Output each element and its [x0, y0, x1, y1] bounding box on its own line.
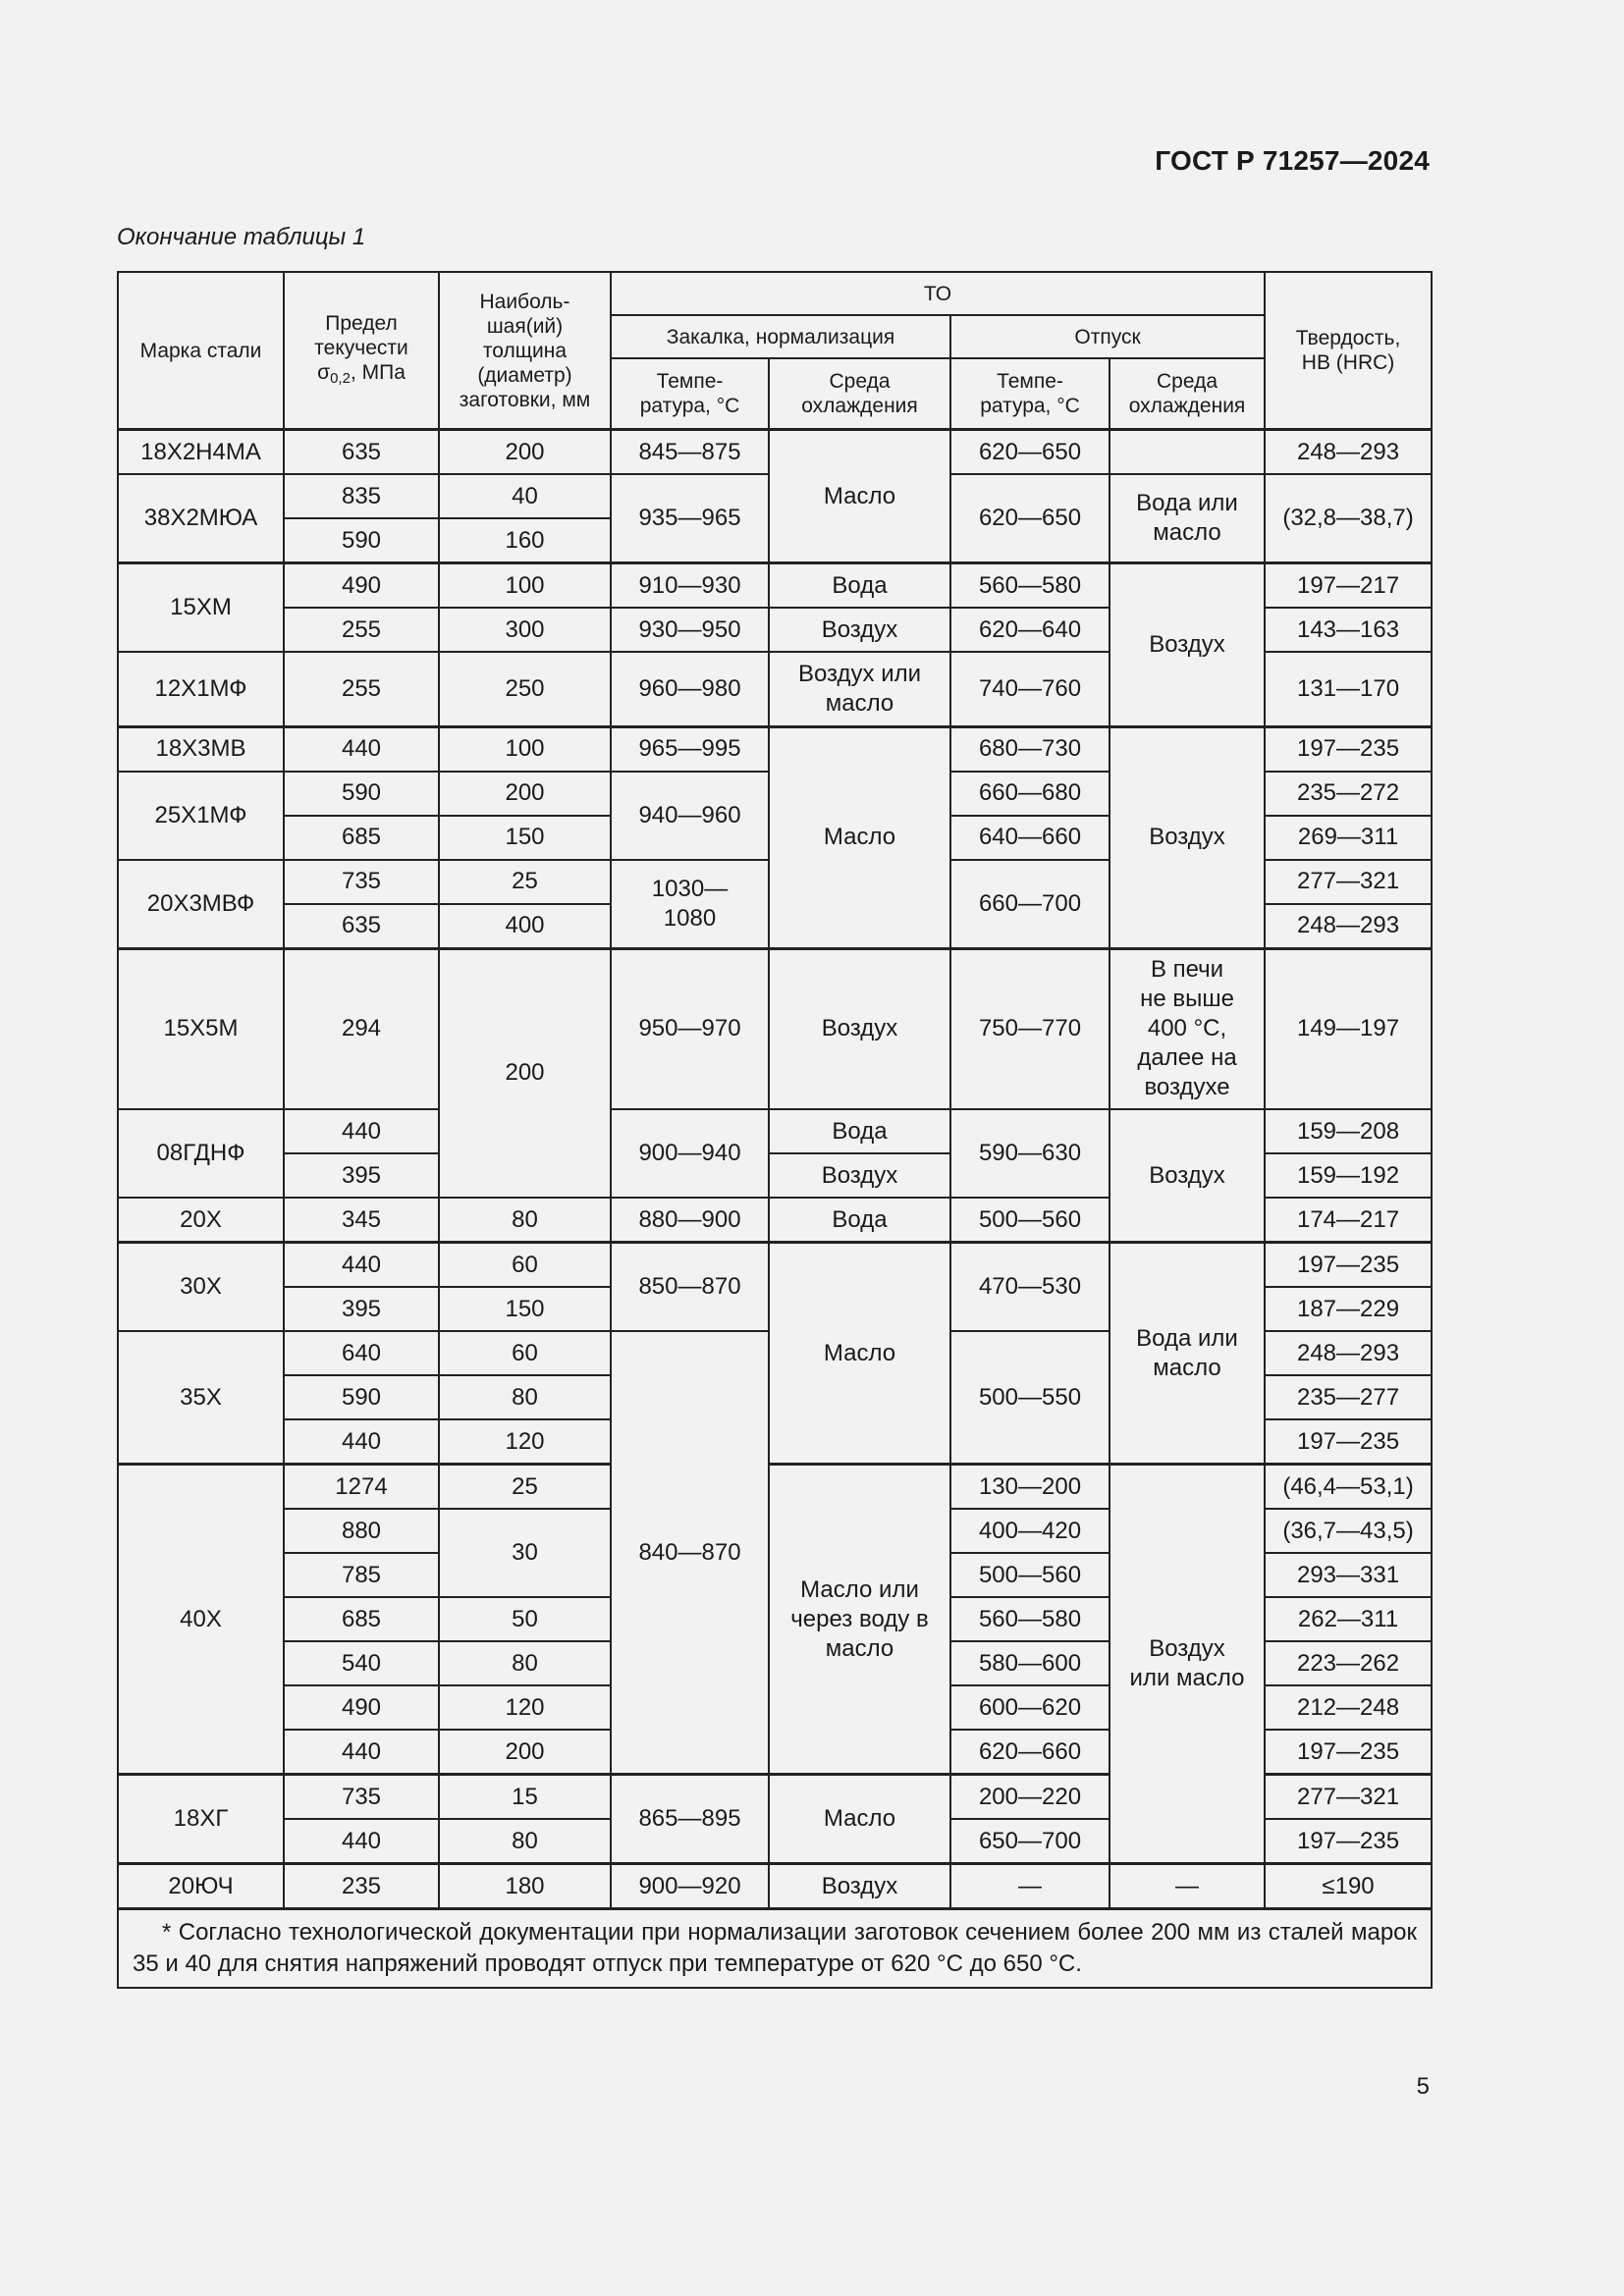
- table-row: [118, 1465, 1432, 1510]
- cell-thickness: 400: [439, 904, 611, 949]
- cell-yield: 255: [284, 652, 439, 726]
- cell-quench-medium: Воздух: [769, 1864, 950, 1909]
- cell-thickness: 80: [439, 1375, 611, 1419]
- cell-quench-medium: Вода: [769, 563, 950, 609]
- table-row: [118, 1243, 1432, 1288]
- cell-thickness: 150: [439, 816, 611, 860]
- cell-hardness: 269—311: [1265, 816, 1432, 860]
- cell-temper-medium: Воздух: [1110, 563, 1265, 727]
- col-header-yield: [284, 272, 439, 430]
- cell-hardness: 277—321: [1265, 860, 1432, 904]
- cell-yield: 440: [284, 1419, 439, 1465]
- col-header-temper-medium: Среда охлаждения: [1110, 358, 1265, 430]
- cell-temper-temp: 200—220: [950, 1775, 1110, 1820]
- cell-grade: 15Х5М: [118, 948, 284, 1109]
- cell-hardness: 149—197: [1265, 948, 1432, 1109]
- cell-grade: 18Х3МВ: [118, 726, 284, 772]
- cell-quench-medium: Масло или через воду в масло: [769, 1465, 950, 1775]
- cell-hardness: 212—248: [1265, 1685, 1432, 1730]
- cell-hardness: 235—277: [1265, 1375, 1432, 1419]
- cell-temper-medium: [1110, 430, 1265, 475]
- cell-yield: 735: [284, 860, 439, 904]
- table-row: [118, 726, 1432, 772]
- cell-yield: 255: [284, 608, 439, 652]
- cell-quench-medium: Масло: [769, 430, 950, 563]
- cell-yield: 635: [284, 430, 439, 475]
- cell-hardness: 248—293: [1265, 904, 1432, 949]
- cell-yield: 294: [284, 948, 439, 1109]
- cell-quench-medium: Воздух: [769, 1153, 950, 1198]
- cell-hardness: 197—235: [1265, 1730, 1432, 1775]
- cell-yield: 490: [284, 1685, 439, 1730]
- cell-temper-temp: 400—420: [950, 1509, 1110, 1553]
- cell-grade: 20Х3МВФ: [118, 860, 284, 949]
- cell-grade: 18Х2Н4МА: [118, 430, 284, 475]
- cell-yield: 590: [284, 1375, 439, 1419]
- table-footnote: [118, 1909, 1432, 1989]
- cell-hardness: 197—235: [1265, 1243, 1432, 1288]
- cell-yield: 540: [284, 1641, 439, 1685]
- cell-hardness: 223—262: [1265, 1641, 1432, 1685]
- cell-thickness: 200: [439, 430, 611, 475]
- cell-grade: 25Х1МФ: [118, 772, 284, 860]
- cell-temper-medium: —: [1110, 1864, 1265, 1909]
- cell-hardness: ≤190: [1265, 1864, 1432, 1909]
- cell-quench-medium: Вода: [769, 1198, 950, 1243]
- cell-yield: 345: [284, 1198, 439, 1243]
- cell-quench-temp: 900—940: [611, 1109, 769, 1198]
- cell-quench-temp: 910—930: [611, 563, 769, 609]
- cell-quench-medium: Воздух: [769, 608, 950, 652]
- cell-yield: 590: [284, 772, 439, 816]
- cell-thickness: 15: [439, 1775, 611, 1820]
- table-row: [118, 1864, 1432, 1909]
- cell-yield: 440: [284, 1243, 439, 1288]
- cell-temper-temp: 620—640: [950, 608, 1110, 652]
- table-header: [118, 272, 1432, 430]
- cell-quench-temp: 960—980: [611, 652, 769, 726]
- cell-quench-medium: Масло: [769, 726, 950, 948]
- cell-quench-temp: 950—970: [611, 948, 769, 1109]
- cell-thickness: 40: [439, 474, 611, 518]
- cell-grade: 12Х1МФ: [118, 652, 284, 726]
- cell-thickness: 120: [439, 1685, 611, 1730]
- cell-temper-temp: 590—630: [950, 1109, 1110, 1198]
- cell-quench-medium: Вода: [769, 1109, 950, 1153]
- cell-hardness: 159—208: [1265, 1109, 1432, 1153]
- col-header-to: ТО: [611, 272, 1265, 315]
- cell-quench-temp: 965—995: [611, 726, 769, 772]
- cell-thickness: 120: [439, 1419, 611, 1465]
- cell-thickness: 80: [439, 1198, 611, 1243]
- cell-temper-temp: 130—200: [950, 1465, 1110, 1510]
- table-body: [118, 430, 1432, 1989]
- cell-hardness: 174—217: [1265, 1198, 1432, 1243]
- cell-yield: 440: [284, 1109, 439, 1153]
- cell-hardness: 143—163: [1265, 608, 1432, 652]
- cell-temper-temp: —: [950, 1864, 1110, 1909]
- cell-hardness: 248—293: [1265, 430, 1432, 475]
- cell-grade: 30Х: [118, 1243, 284, 1332]
- page-number: 5: [1416, 2073, 1430, 2100]
- col-header-temper: Отпуск: [950, 315, 1265, 358]
- cell-temper-medium: Вода или масло: [1110, 1243, 1265, 1465]
- table-caption: Окончание таблицы 1: [117, 224, 366, 250]
- cell-grade: 40Х: [118, 1465, 284, 1775]
- cell-temper-medium: Воздух: [1110, 1109, 1265, 1243]
- footnote-text: * Согласно технологической документации при нормализации заготовок сечением более 200 мм из сталей марок 35 и 40 для снятия напряжений проводят отпуск при температуре от 620 °С до 650 °С.: [133, 1919, 1418, 1977]
- table-row: [118, 563, 1432, 609]
- cell-yield: 440: [284, 1819, 439, 1864]
- cell-temper-temp: 500—550: [950, 1331, 1110, 1465]
- cell-hardness: (32,8—38,7): [1265, 474, 1432, 563]
- cell-hardness: 277—321: [1265, 1775, 1432, 1820]
- cell-hardness: (36,7—43,5): [1265, 1509, 1432, 1553]
- col-header-quench-medium: Среда охлаждения: [769, 358, 950, 430]
- col-header-temper-temp: Темпе- ратура, °С: [950, 358, 1110, 430]
- cell-temper-temp: 660—700: [950, 860, 1110, 949]
- cell-thickness: 100: [439, 726, 611, 772]
- cell-hardness: (46,4—53,1): [1265, 1465, 1432, 1510]
- cell-temper-temp: 470—530: [950, 1243, 1110, 1332]
- cell-quench-temp: 1030— 1080: [611, 860, 769, 949]
- cell-temper-temp: 650—700: [950, 1819, 1110, 1864]
- cell-yield: 490: [284, 563, 439, 609]
- cell-yield: 735: [284, 1775, 439, 1820]
- cell-hardness: 235—272: [1265, 772, 1432, 816]
- cell-quench-medium: Воздух или масло: [769, 652, 950, 726]
- cell-temper-temp: 680—730: [950, 726, 1110, 772]
- cell-temper-temp: 640—660: [950, 816, 1110, 860]
- cell-quench-temp: 865—895: [611, 1775, 769, 1864]
- cell-thickness: 80: [439, 1641, 611, 1685]
- cell-grade: 35Х: [118, 1331, 284, 1465]
- cell-grade: 08ГДНФ: [118, 1109, 284, 1198]
- cell-yield: 685: [284, 1597, 439, 1641]
- cell-hardness: 197—235: [1265, 1419, 1432, 1465]
- cell-temper-medium: Воздух или масло: [1110, 1465, 1265, 1864]
- footnote-row: [118, 1909, 1432, 1989]
- cell-thickness: 50: [439, 1597, 611, 1641]
- cell-temper-temp: 560—580: [950, 1597, 1110, 1641]
- cell-yield: 685: [284, 816, 439, 860]
- cell-yield: 235: [284, 1864, 439, 1909]
- cell-thickness: 30: [439, 1509, 611, 1597]
- yield-header-prefix: Предел текучести σ: [314, 311, 408, 384]
- col-header-quench: Закалка, нормализация: [611, 315, 950, 358]
- cell-yield: 1274: [284, 1465, 439, 1510]
- cell-yield: 640: [284, 1331, 439, 1375]
- cell-temper-temp: 620—660: [950, 1730, 1110, 1775]
- cell-thickness: 250: [439, 652, 611, 726]
- cell-grade: 38Х2МЮА: [118, 474, 284, 563]
- cell-hardness: 262—311: [1265, 1597, 1432, 1641]
- cell-temper-temp: 600—620: [950, 1685, 1110, 1730]
- cell-quench-temp: 930—950: [611, 608, 769, 652]
- cell-thickness: 60: [439, 1243, 611, 1288]
- cell-yield: 880: [284, 1509, 439, 1553]
- cell-yield: 785: [284, 1553, 439, 1597]
- steel-properties-table: [117, 271, 1433, 1989]
- cell-thickness: 60: [439, 1331, 611, 1375]
- cell-thickness: 300: [439, 608, 611, 652]
- cell-temper-temp: 750—770: [950, 948, 1110, 1109]
- cell-grade: 15ХМ: [118, 563, 284, 653]
- cell-thickness: 100: [439, 563, 611, 609]
- cell-quench-temp: 940—960: [611, 772, 769, 860]
- cell-quench-temp: 850—870: [611, 1243, 769, 1332]
- cell-hardness: 197—235: [1265, 726, 1432, 772]
- yield-header-suffix: , МПа: [350, 360, 406, 384]
- cell-quench-medium: Воздух: [769, 948, 950, 1109]
- cell-quench-temp: 900—920: [611, 1864, 769, 1909]
- cell-temper-temp: 500—560: [950, 1198, 1110, 1243]
- cell-thickness: 200: [439, 948, 611, 1198]
- cell-thickness: 25: [439, 1465, 611, 1510]
- cell-yield: 590: [284, 518, 439, 563]
- cell-hardness: 293—331: [1265, 1553, 1432, 1597]
- table-row: [118, 1109, 1432, 1153]
- cell-thickness: 25: [439, 860, 611, 904]
- cell-grade: 20ЮЧ: [118, 1864, 284, 1909]
- cell-yield: 635: [284, 904, 439, 949]
- cell-temper-temp: 740—760: [950, 652, 1110, 726]
- cell-temper-temp: 620—650: [950, 474, 1110, 563]
- col-header-thickness: Наиболь- шая(ий) толщина (диаметр) заготовки, мм: [439, 272, 611, 430]
- cell-yield: 835: [284, 474, 439, 518]
- cell-temper-temp: 660—680: [950, 772, 1110, 816]
- cell-temper-temp: 620—650: [950, 430, 1110, 475]
- cell-thickness: 160: [439, 518, 611, 563]
- cell-yield: 395: [284, 1153, 439, 1198]
- col-header-hardness: Твердость, НВ (HRC): [1265, 272, 1432, 430]
- table-row: [118, 430, 1432, 475]
- cell-temper-temp: 580—600: [950, 1641, 1110, 1685]
- col-header-grade: Марка стали: [118, 272, 284, 430]
- table-row: [118, 948, 1432, 1109]
- cell-temper-temp: 560—580: [950, 563, 1110, 609]
- cell-hardness: 248—293: [1265, 1331, 1432, 1375]
- yield-header-subscript: 0,2: [330, 369, 351, 387]
- cell-hardness: 197—217: [1265, 563, 1432, 609]
- cell-quench-temp: 845—875: [611, 430, 769, 475]
- cell-hardness: 187—229: [1265, 1287, 1432, 1331]
- cell-temper-medium: В печи не выше 400 °С, далее на воздухе: [1110, 948, 1265, 1109]
- cell-yield: 440: [284, 1730, 439, 1775]
- standard-number: ГОСТ Р 71257—2024: [1155, 145, 1430, 176]
- cell-hardness: 131—170: [1265, 652, 1432, 726]
- cell-thickness: 200: [439, 772, 611, 816]
- cell-quench-medium: Масло: [769, 1775, 950, 1864]
- cell-yield: 395: [284, 1287, 439, 1331]
- cell-thickness: 200: [439, 1730, 611, 1775]
- cell-grade: 20Х: [118, 1198, 284, 1243]
- cell-grade: 18ХГ: [118, 1775, 284, 1864]
- cell-quench-temp: 935—965: [611, 474, 769, 563]
- cell-hardness: 197—235: [1265, 1819, 1432, 1864]
- cell-thickness: 180: [439, 1864, 611, 1909]
- cell-temper-temp: 500—560: [950, 1553, 1110, 1597]
- cell-temper-medium: Воздух: [1110, 726, 1265, 948]
- col-header-quench-temp: Темпе- ратура, °С: [611, 358, 769, 430]
- cell-quench-temp: 840—870: [611, 1331, 769, 1775]
- cell-temper-medium: Вода или масло: [1110, 474, 1265, 563]
- cell-thickness: 150: [439, 1287, 611, 1331]
- cell-hardness: 159—192: [1265, 1153, 1432, 1198]
- cell-quench-medium: Масло: [769, 1243, 950, 1465]
- cell-yield: 440: [284, 726, 439, 772]
- cell-quench-temp: 880—900: [611, 1198, 769, 1243]
- cell-thickness: 80: [439, 1819, 611, 1864]
